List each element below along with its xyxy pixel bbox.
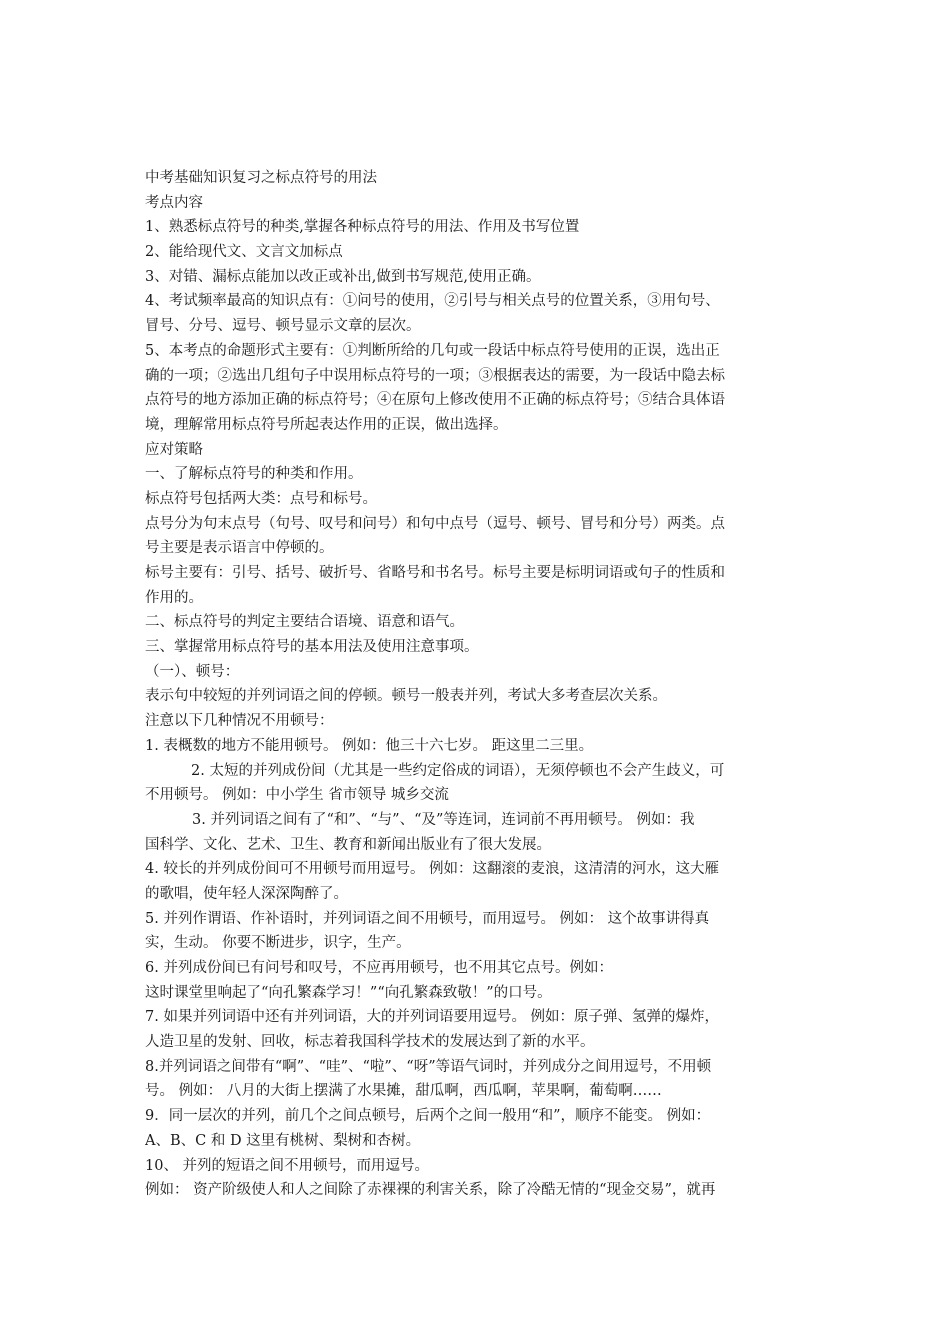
text-line: 表示句中较短的并列词语之间的停顿。顿号一般表并列，考试大多考查层次关系。 xyxy=(145,688,667,705)
text-line: 这时课堂里响起了“向孔繁森学习！”“向孔繁森致敬！”的口号。 xyxy=(145,984,552,1001)
text-line: 5. 并列作谓语、作补语时，并列词语之间不用顿号，而用逗号。 例如： 这个故事讲得真 xyxy=(145,910,710,927)
text-line: 4. 较长的并列成份间可不用顿号而用逗号。 例如：这翻滚的麦浪，这清清的河水，这大雁 xyxy=(145,861,720,878)
text-line: 二、标点符号的判定主要结合语境、语意和语气。 xyxy=(145,614,464,631)
text-line: 标号主要有：引号、括号、破折号、省略号和书名号。标号主要是标明词语或句子的性质和 xyxy=(145,565,725,581)
text-line: 的歌唱，使年轻人深深陶醉了。 xyxy=(145,885,348,902)
text-line: （一）、顿号： xyxy=(145,663,240,680)
text-line: 不用顿号。 例如：中小学生 省市领导 城乡交流 xyxy=(145,787,449,804)
section-heading: 应对策略 xyxy=(145,441,203,458)
text-line: 1、熟悉标点符号的种类,掌握各种标点符号的用法、作用及书写位置 xyxy=(145,219,580,236)
text-line: 国科学、文化、艺术、卫生、教育和新闻出版业有了很大发展。 xyxy=(145,836,551,853)
text-line: 境，理解常用标点符号所起表达作用的正误，做出选择。 xyxy=(145,416,508,433)
text-line: 注意以下几种情况不用顿号： xyxy=(145,713,334,730)
text-line: 10、 并列的短语之间不用顿号，而用逗号。 xyxy=(145,1157,430,1174)
text-line: 2. 太短的并列成份间（尤其是一些约定俗成的词语），无须停顿也不会产生歧义，可 xyxy=(191,762,725,779)
text-line: 号主要是表示语言中停顿的。 xyxy=(145,540,334,557)
text-line: 三、掌握常用标点符号的基本用法及使用注意事项。 xyxy=(145,639,479,656)
text-line: A、B、C 和 D 这里有桃树、梨树和杏树。 xyxy=(145,1132,421,1149)
text-line: 3. 并列词语之间有了“和”、“与”、“及”等连词，连词前不再用顿号。 例如：我 xyxy=(192,811,695,828)
text-line: 号。 例如： 八月的大街上摆满了水果摊，甜瓜啊，西瓜啊，苹果啊，葡萄啊…… xyxy=(145,1083,662,1100)
document-body xyxy=(145,166,809,1203)
text-line: 1. 表概数的地方不能用顿号。 例如：他三十六七岁。 距这里二三里。 xyxy=(145,737,594,754)
text-line: 标点符号包括两大类：点号和标号。 xyxy=(145,490,377,507)
text-line: 6. 并列成份间已有问号和叹号，不应再用顿号，也不用其它点号。例如： xyxy=(145,960,613,976)
text-line: 确的一项；②选出几组句子中误用标点符号的一项；③根据表达的需要，为一段话中隐去标 xyxy=(145,367,725,384)
text-line: 作用的。 xyxy=(145,589,203,606)
text-line: 2、能给现代文、文言文加标点 xyxy=(145,244,343,261)
text-line: 冒号、分号、逗号、顿号显示文章的层次。 xyxy=(145,318,421,335)
text-line: 点符号的地方添加正确的标点符号；④在原句上修改使用不正确的标点符号；⑤结合具体语 xyxy=(145,392,725,409)
text-line: 4、考试频率最高的知识点有：①问号的使用，②引号与相关点号的位置关系，③用句号、 xyxy=(145,293,720,310)
text-line: 9．同一层次的并列，前几个之间点顿号，后两个之间一般用“和”，顺序不能变。 例如： xyxy=(145,1108,711,1125)
text-line: 8.并列词语之间带有“啊”、“哇”、“啦”、“呀”等语气词时，并列成分之间用逗号，不用顿 xyxy=(145,1058,712,1075)
document-title: 中考基础知识复习之标点符号的用法 xyxy=(145,170,377,186)
section-heading: 考点内容 xyxy=(145,194,203,211)
text-line: 5、本考点的命题形式主要有：①判断所给的几句或一段话中标点符号使用的正误，选出正 xyxy=(145,342,720,359)
text-line: 点号分为句末点号（句号、叹号和问号）和句中点号（逗号、顿号、冒号和分号）两类。点 xyxy=(145,515,725,532)
text-line: 例如： 资产阶级使人和人之间除了赤裸裸的利害关系，除了冷酷无情的“现金交易”，就再 xyxy=(145,1182,716,1199)
text-line: 3、对错、漏标点能加以改正或补出,做到书写规范,使用正确。 xyxy=(145,268,541,285)
text-line: 一、了解标点符号的种类和作用。 xyxy=(145,466,363,483)
text-line: 7. 如果并列词语中还有并列词语，大的并列词语要用逗号。 例如：原子弹、氢弹的爆炸， xyxy=(145,1009,720,1026)
text-line: 实，生动。 你要不断进步，识字，生产。 xyxy=(145,935,411,952)
text-line: 人造卫星的发射、回收，标志着我国科学技术的发展达到了新的水平。 xyxy=(145,1034,595,1051)
